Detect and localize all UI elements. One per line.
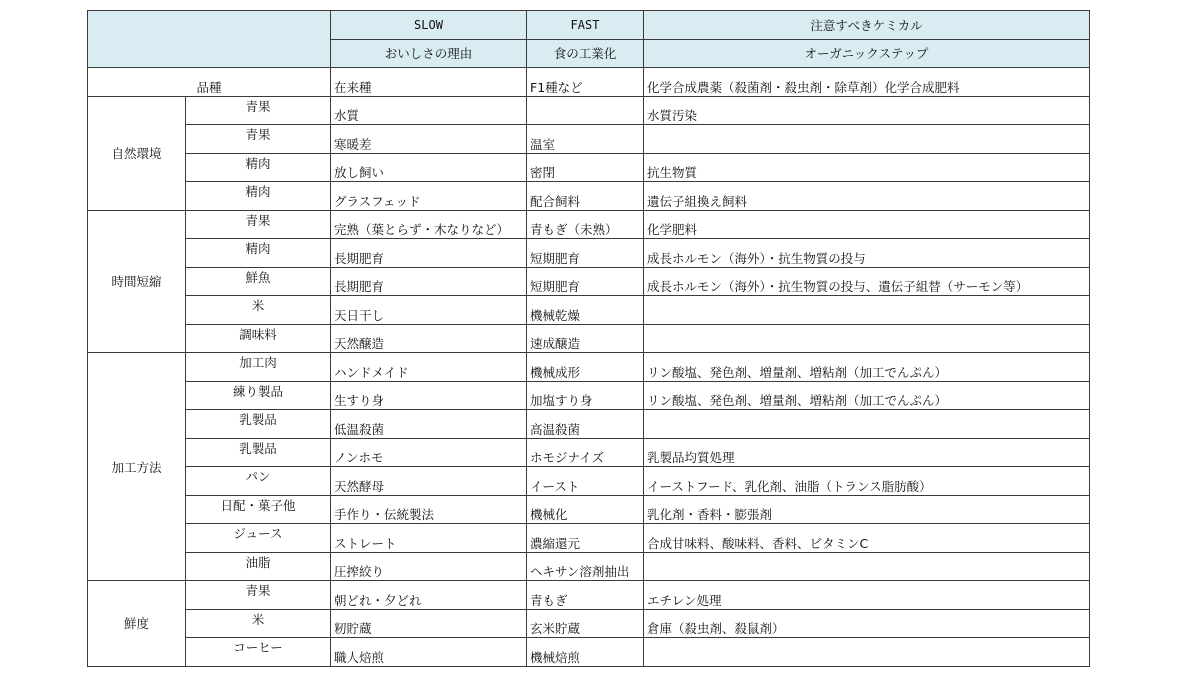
table-row [88,495,1090,524]
header-slow: SLOW [331,11,527,40]
header-chemicals: 注意すべきケミカル [644,11,1090,40]
slow-cell: 放し飼い [331,153,527,182]
fast-cell: 機械焙煎 [527,638,644,667]
slow-cell: グラスフェッド [331,182,527,211]
fast-cell: イースト [527,467,644,496]
header-chemicals-sub: オーガニックステップ [644,39,1090,68]
table-row [88,353,1090,382]
slow-cell: 長期肥育 [331,239,527,268]
table-row [88,296,1090,325]
item-cell: 精肉 [186,153,331,182]
slow-cell: ノンホモ [331,438,527,467]
fast-cell: 高温殺菌 [527,410,644,439]
slow-cell: 天然醸造 [331,324,527,353]
fast-cell: ホモジナイズ [527,438,644,467]
table-row [88,239,1090,268]
category-cell: 自然環境 [88,96,186,210]
table-row [88,410,1090,439]
item-cell: 調味料 [186,324,331,353]
fast-cell: 濃縮還元 [527,524,644,553]
item-cell: 乳製品 [186,438,331,467]
item-cell: 加工肉 [186,353,331,382]
table-row [88,125,1090,154]
table-row [88,182,1090,211]
chemicals-cell [644,125,1090,154]
item-cell: 青果 [186,581,331,610]
slow-cell: 水質 [331,96,527,125]
header-fast-sub: 食の工業化 [527,39,644,68]
chemicals-cell: リン酸塩、発色剤、増量剤、増粘剤（加工でんぷん） [644,381,1090,410]
chemicals-cell: イーストフード、乳化剤、油脂（トランス脂肪酸） [644,467,1090,496]
slow-cell: 長期肥育 [331,267,527,296]
chemicals-cell [644,296,1090,325]
chemicals-cell [644,410,1090,439]
item-cell: 精肉 [186,239,331,268]
header-slow-sub: おいしさの理由 [331,39,527,68]
table-row [88,438,1090,467]
category-cell: 鮮度 [88,581,186,667]
header-row-1 [88,11,1090,40]
comparison-table [87,10,1090,667]
hinshu-slow: 在来種 [331,68,527,97]
slow-cell: 生すり身 [331,381,527,410]
table-row [88,324,1090,353]
fast-cell: 加塩すり身 [527,381,644,410]
slow-cell: ハンドメイド [331,353,527,382]
item-cell: 乳製品 [186,410,331,439]
fast-cell: 短期肥育 [527,267,644,296]
item-cell: 日配・菓子他 [186,495,331,524]
table-row [88,153,1090,182]
item-cell: 油脂 [186,552,331,581]
fast-cell: 密閉 [527,153,644,182]
chemicals-cell: 成長ホルモン（海外）・抗生物質の投与 [644,239,1090,268]
item-cell: 青果 [186,125,331,154]
hinshu-label: 品種 [88,68,331,97]
slow-cell: ストレート [331,524,527,553]
table-row [88,638,1090,667]
table-row [88,96,1090,125]
category-cell: 加工方法 [88,353,186,581]
header-corner-cell [88,11,331,68]
table-row [88,609,1090,638]
table-row [88,381,1090,410]
item-cell: 練り製品 [186,381,331,410]
fast-cell: 配合飼料 [527,182,644,211]
fast-cell: 機械乾燥 [527,296,644,325]
chemicals-cell: 乳化剤・香料・膨張剤 [644,495,1090,524]
chemicals-cell: リン酸塩、発色剤、増量剤、増粘剤（加工でんぷん） [644,353,1090,382]
fast-cell: 青もぎ [527,581,644,610]
slow-cell: 籾貯蔵 [331,609,527,638]
item-cell: 鮮魚 [186,267,331,296]
table-row [88,552,1090,581]
header-fast: FAST [527,11,644,40]
chemicals-cell: エチレン処理 [644,581,1090,610]
chemicals-cell: 合成甘味料、酸味料、香料、ビタミンC [644,524,1090,553]
fast-cell: ヘキサン溶剤抽出 [527,552,644,581]
slow-cell: 天日干し [331,296,527,325]
table-row [88,524,1090,553]
item-cell: 米 [186,296,331,325]
table-body [88,11,1090,667]
chemicals-cell [644,638,1090,667]
table-row [88,267,1090,296]
item-cell: コーヒー [186,638,331,667]
hinshu-fast: F1種など [527,68,644,97]
item-cell: 米 [186,609,331,638]
slow-cell: 朝どれ・夕どれ [331,581,527,610]
table-row [88,467,1090,496]
table-row [88,581,1090,610]
fast-cell: 機械化 [527,495,644,524]
chemicals-cell: 成長ホルモン（海外）・抗生物質の投与、遺伝子組替（サーモン等） [644,267,1090,296]
fast-cell: 短期肥育 [527,239,644,268]
fast-cell: 速成醸造 [527,324,644,353]
slow-cell: 低温殺菌 [331,410,527,439]
slow-cell: 圧搾絞り [331,552,527,581]
chemicals-cell: 抗生物質 [644,153,1090,182]
chemicals-cell: 遺伝子組換え飼料 [644,182,1090,211]
fast-cell [527,96,644,125]
slow-cell: 完熟（葉とらず・木なりなど） [331,210,527,239]
fast-cell: 青もぎ（未熟） [527,210,644,239]
category-cell: 時間短縮 [88,210,186,353]
slow-cell: 手作り・伝統製法 [331,495,527,524]
fast-cell: 機械成形 [527,353,644,382]
slow-cell: 職人焙煎 [331,638,527,667]
chemicals-cell: 化学肥料 [644,210,1090,239]
hinshu-chemicals: 化学合成農薬（殺菌剤・殺虫剤・除草剤）化学合成肥料 [644,68,1090,97]
chemicals-cell [644,324,1090,353]
item-cell: ジュース [186,524,331,553]
chemicals-cell [644,552,1090,581]
item-cell: パン [186,467,331,496]
fast-cell: 玄米貯蔵 [527,609,644,638]
slow-cell: 天然酵母 [331,467,527,496]
chemicals-cell: 水質汚染 [644,96,1090,125]
slow-cell: 寒暖差 [331,125,527,154]
item-cell: 精肉 [186,182,331,211]
fast-cell: 温室 [527,125,644,154]
item-cell: 青果 [186,96,331,125]
chemicals-cell: 倉庫（殺虫剤、殺鼠剤） [644,609,1090,638]
hinshu-row [88,68,1090,97]
table-row [88,210,1090,239]
item-cell: 青果 [186,210,331,239]
chemicals-cell: 乳製品均質処理 [644,438,1090,467]
